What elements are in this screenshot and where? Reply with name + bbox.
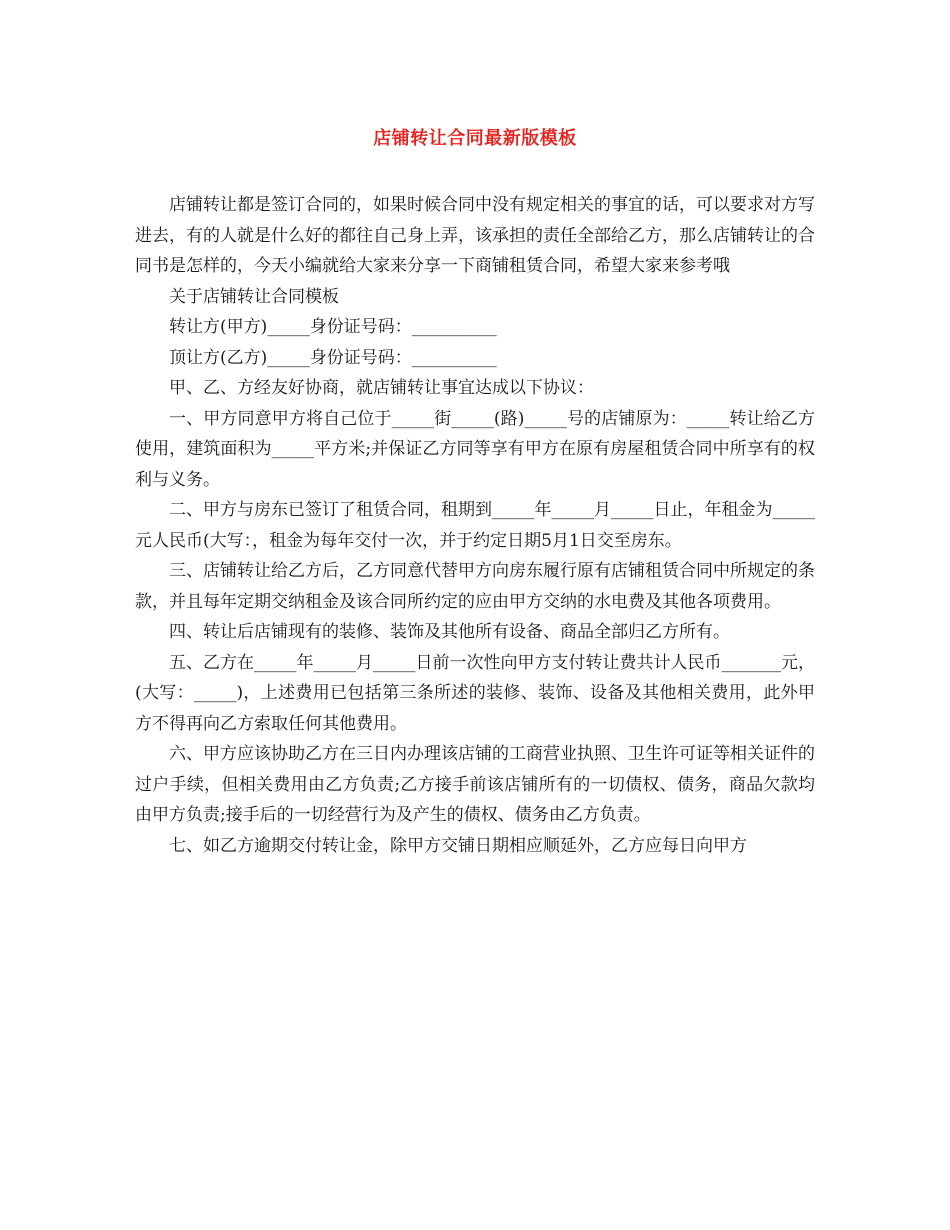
clause-1: 一、甲方同意甲方将自己位于_____街_____(路)_____号的店铺原为：_____转让给乙方使用，建筑面积为_____平方米;并保证乙方同等享有甲方在原有房屋租赁合同中所享有的权利与义务。 [135, 408, 815, 490]
clause-4: 四、转让后店铺现有的装修、装饰及其他所有设备、商品全部归乙方所有。 [169, 622, 730, 642]
clause-5: 五、乙方在_____年_____月_____日前一次性向甲方支付转让费共计人民币_______元，(大写：_____)，上述费用已包括第三条所述的装修、装饰、设备及其他相关费用，此外甲方不得再向乙方索取任何其他费用。 [135, 652, 815, 734]
document-title: 店铺转让合同最新版模板 [373, 128, 577, 149]
paragraph-transferee: 顶让方(乙方)_____身份证号码：__________ [169, 347, 497, 368]
clause-6: 六、甲方应该协助乙方在三日内办理该店铺的工商营业执照、卫生许可证等相关证件的过户手续，但相关费用由乙方负责;乙方接手前该店铺所有的一切债权、债务，商品欠款均由甲方负责;接手后的一切经营行为及产生的债权、债务由乙方负责。 [135, 744, 815, 825]
paragraph-transferor: 转让方(甲方)_____身份证号码：__________ [169, 317, 497, 337]
clause-2: 二、甲方与房东已签订了租赁合同，租期到_____年_____月_____日止，年租金为_____元人民币(大写：，租金为每年交付一次，并于约定日期5月1日交至房东。 [135, 500, 815, 551]
paragraph-intro: 店铺转让都是签订合同的，如果时候合同中没有规定相关的事宜的话，可以要求对方写进去，有的人就是什么好的都往自己身上弄，该承担的责任全部给乙方，那么店铺转让的合同书是怎样的，今天小编就给大家来分享一下商铺租赁合同，希望大家来参考哦 [135, 195, 815, 276]
document-body [135, 190, 815, 861]
clause-7: 七、如乙方逾期交付转让金，除甲方交铺日期相应顺延外，乙方应每日向甲方 [169, 835, 747, 856]
paragraph-agreement: 甲、乙、方经友好协商，就店铺转让事宜达成以下协议： [169, 378, 594, 398]
paragraph-heading: 关于店铺转让合同模板 [169, 286, 339, 307]
clause-3: 三、店铺转让给乙方后，乙方同意代替甲方向房东履行原有店铺租赁合同中所规定的条款，并且每年定期交纳租金及该合同所约定的应由甲方交纳的水电费及其他各项费用。 [135, 561, 815, 612]
